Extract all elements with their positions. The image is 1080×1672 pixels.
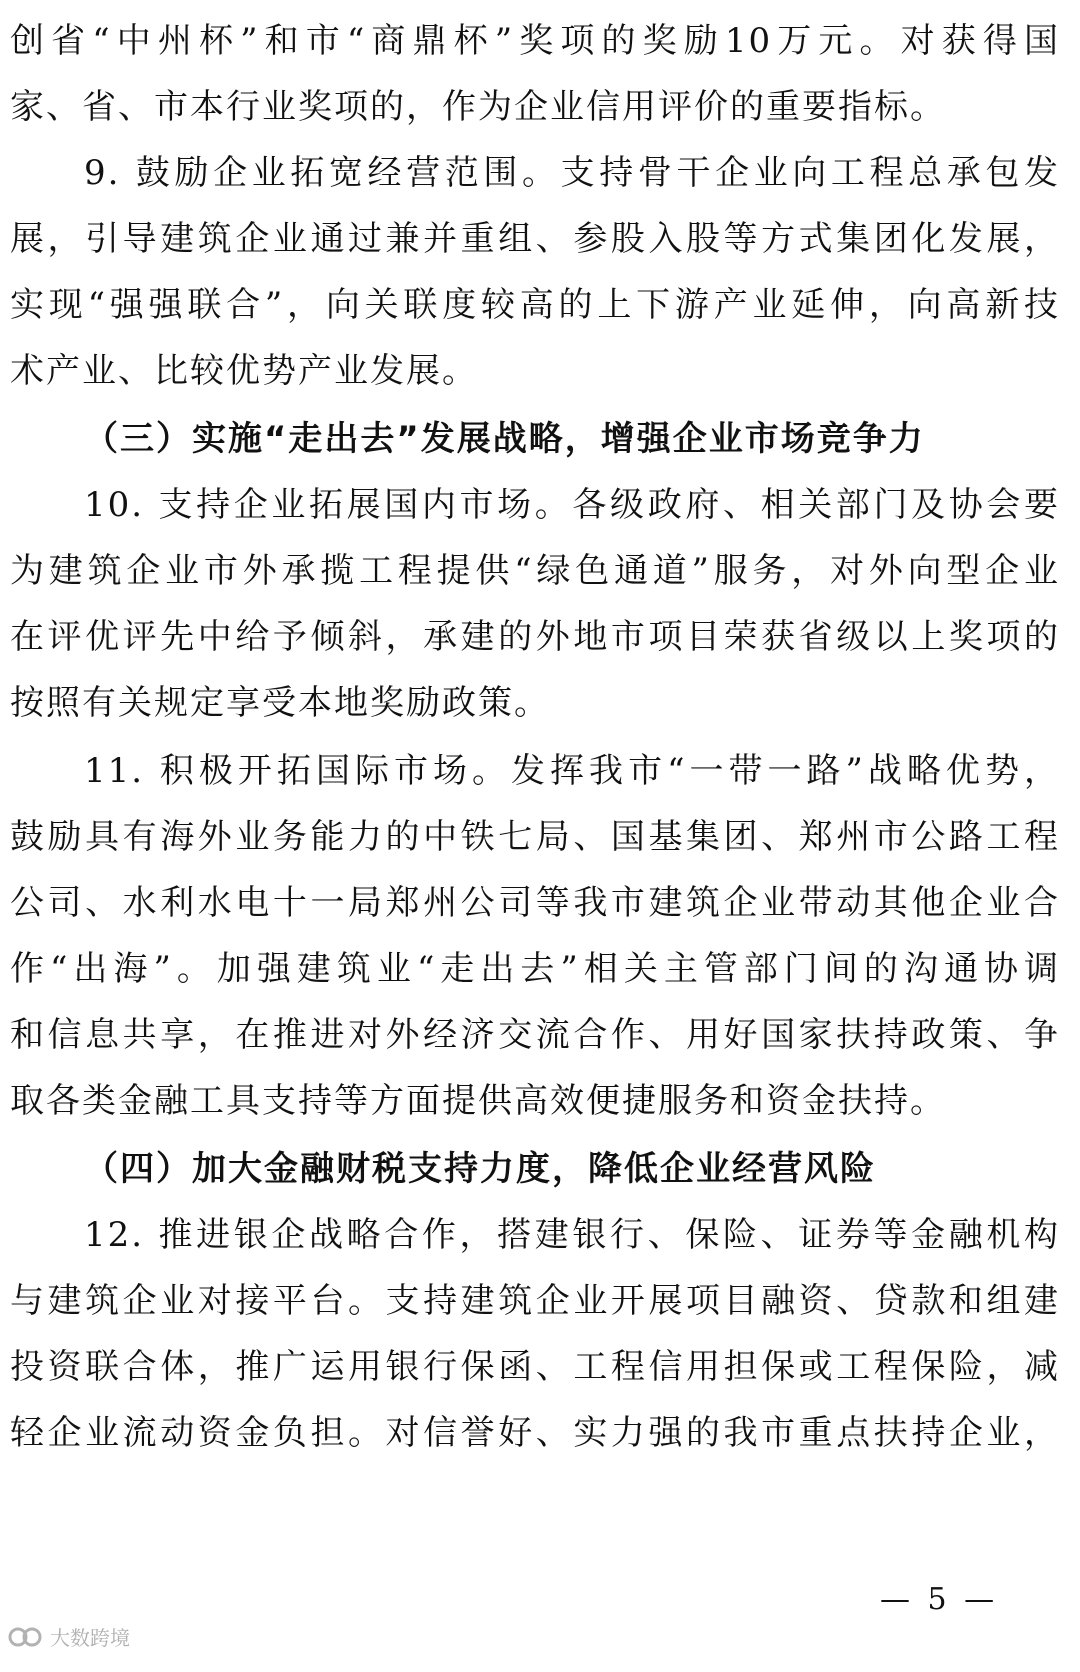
text-line: 鼓励具有海外业务能力的中铁七局、国基集团、郑州市公路工程 (10, 817, 1060, 857)
text-line: 家、省、市本行业奖项的，作为企业信用评价的重要指标。 (10, 87, 946, 127)
text-line: 按照有关规定享受本地奖励政策。 (10, 683, 550, 723)
text-line: 术产业、比较优势产业发展。 (10, 351, 478, 391)
text-line: 作“出海”。加强建筑业“走出去”相关主管部门间的沟通协调 (10, 949, 1060, 989)
text-line: 公司、水利水电十一局郑州公司等我市建筑企业带动其他企业合 (10, 883, 1060, 923)
text-line: 与建筑企业对接平台。支持建筑企业开展项目融资、贷款和组建 (10, 1281, 1060, 1321)
watermark-logo-icon (8, 1623, 44, 1651)
text-line: 在评优评先中给予倾斜，承建的外地市项目荣获省级以上奖项的 (10, 617, 1060, 657)
text-line: 为建筑企业市外承揽工程提供“绿色通道”服务，对外向型企业 (10, 551, 1060, 591)
watermark (8, 1622, 130, 1651)
text-line: 展，引导建筑企业通过兼并重组、参股入股等方式集团化发展， (10, 219, 1060, 259)
watermark-text: 大数跨境 (50, 1626, 130, 1650)
section-heading-4: （四）加大金融财税支持力度，降低企业经营风险 (84, 1149, 876, 1189)
paragraph-12-start: 12. 推进银企战略合作，搭建银行、保险、证券等金融机构 (84, 1215, 1060, 1255)
text-line: 轻企业流动资金负担。对信誉好、实力强的我市重点扶持企业， (10, 1413, 1060, 1453)
text-line: 和信息共享，在推进对外经济交流合作、用好国家扶持政策、争 (10, 1015, 1060, 1055)
page-number: — 5 — (880, 1582, 999, 1617)
paragraph-11-start: 11. 积极开拓国际市场。发挥我市“一带一路”战略优势， (84, 751, 1060, 791)
text-line: 投资联合体，推广运用银行保函、工程信用担保或工程保险，减 (10, 1347, 1060, 1387)
paragraph-10-start: 10. 支持企业拓展国内市场。各级政府、相关部门及协会要 (84, 485, 1060, 525)
paragraph-9-start: 9. 鼓励企业拓宽经营范围。支持骨干企业向工程总承包发 (84, 153, 1060, 193)
text-line: 实现“强强联合”，向关联度较高的上下游产业延伸，向高新技 (10, 285, 1060, 325)
section-heading-3: （三）实施“走出去”发展战略，增强企业市场竞争力 (84, 419, 925, 459)
text-line: 创省“中州杯”和市“商鼎杯”奖项的奖励10万元。对获得国 (10, 21, 1060, 61)
text-line: 取各类金融工具支持等方面提供高效便捷服务和资金扶持。 (10, 1081, 946, 1121)
